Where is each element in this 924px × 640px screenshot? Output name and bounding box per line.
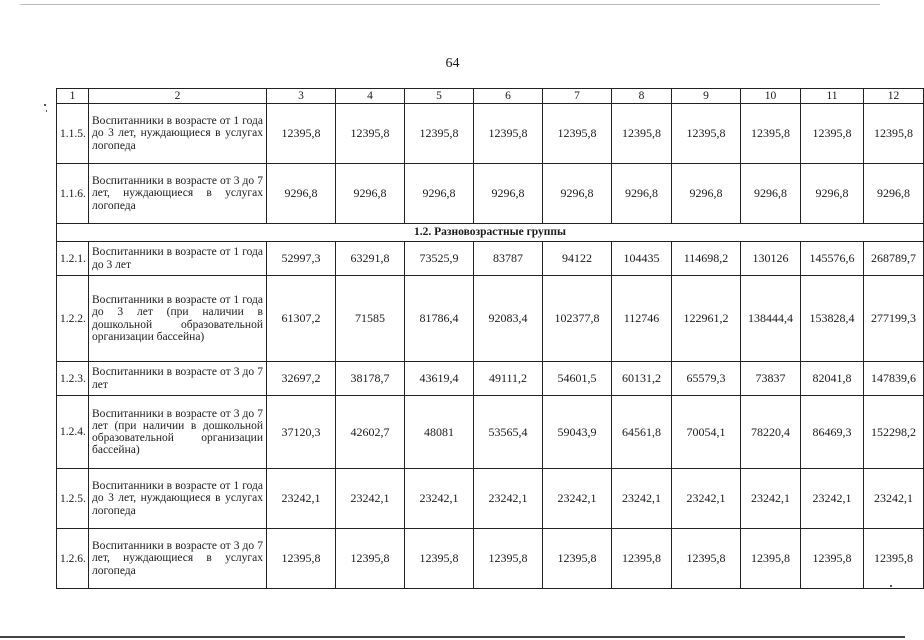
column-number: 4 bbox=[336, 89, 405, 104]
cell-value: 23242,1 bbox=[543, 469, 612, 529]
row-description: Воспитанники в возрасте от 3 до 7 лет (при наличии в дошкольной образовательной организации бассейна) bbox=[89, 396, 267, 469]
cell-value: 23242,1 bbox=[405, 469, 474, 529]
column-number: 7 bbox=[543, 89, 612, 104]
column-number: 5 bbox=[405, 89, 474, 104]
tariff-table bbox=[56, 88, 924, 589]
cell-value: 145576,6 bbox=[801, 242, 864, 276]
cell-value: 60131,2 bbox=[612, 362, 672, 396]
cell-value: 65579,3 bbox=[672, 362, 741, 396]
cell-value: 12395,8 bbox=[864, 529, 924, 589]
cell-value: 9296,8 bbox=[864, 164, 924, 224]
cell-value: 83787 bbox=[474, 242, 543, 276]
column-number: 9 bbox=[672, 89, 741, 104]
cell-value: 153828,4 bbox=[801, 276, 864, 362]
cell-value: 70054,1 bbox=[672, 396, 741, 469]
cell-value: 12395,8 bbox=[672, 529, 741, 589]
cell-value: 32697,2 bbox=[267, 362, 336, 396]
cell-value: 12395,8 bbox=[405, 104, 474, 164]
column-number: 2 bbox=[89, 89, 267, 104]
cell-value: 23242,1 bbox=[801, 469, 864, 529]
cell-value: 12395,8 bbox=[405, 529, 474, 589]
row-description: Воспитанники в возрасте от 3 до 7 лет bbox=[89, 362, 267, 396]
row-number: 1.1.6. bbox=[57, 164, 89, 224]
cell-value: 81786,4 bbox=[405, 276, 474, 362]
cell-value: 43619,4 bbox=[405, 362, 474, 396]
cell-value: 9296,8 bbox=[801, 164, 864, 224]
cell-value: 9296,8 bbox=[612, 164, 672, 224]
row-description: Воспитанники в возрасте от 1 года до 3 лет (при наличии в дошкольной образовательной организации бассейна) bbox=[89, 276, 267, 362]
table-row bbox=[57, 276, 924, 362]
cell-value: 92083,4 bbox=[474, 276, 543, 362]
cell-value: 78220,4 bbox=[741, 396, 801, 469]
row-number: 1.2.1. bbox=[57, 242, 89, 276]
cell-value: 102377,8 bbox=[543, 276, 612, 362]
cell-value: 9296,8 bbox=[405, 164, 474, 224]
section-title: 1.2. Разновозрастные группы bbox=[57, 224, 924, 242]
cell-value: 73837 bbox=[741, 362, 801, 396]
cell-value: 12395,8 bbox=[474, 529, 543, 589]
page-number: 64 bbox=[445, 56, 460, 71]
column-number: 8 bbox=[612, 89, 672, 104]
column-number: 6 bbox=[474, 89, 543, 104]
cell-value: 12395,8 bbox=[741, 529, 801, 589]
table-row bbox=[57, 469, 924, 529]
cell-value: 63291,8 bbox=[336, 242, 405, 276]
cell-value: 152298,2 bbox=[864, 396, 924, 469]
cell-value: 49111,2 bbox=[474, 362, 543, 396]
row-number: 1.2.2. bbox=[57, 276, 89, 362]
cell-value: 12395,8 bbox=[267, 104, 336, 164]
cell-value: 12395,8 bbox=[612, 104, 672, 164]
cell-value: 42602,7 bbox=[336, 396, 405, 469]
cell-value: 82041,8 bbox=[801, 362, 864, 396]
table-row bbox=[57, 164, 924, 224]
cell-value: 23242,1 bbox=[336, 469, 405, 529]
cell-value: 12395,8 bbox=[612, 529, 672, 589]
table-row bbox=[57, 242, 924, 276]
column-number: 10 bbox=[741, 89, 801, 104]
cell-value: 12395,8 bbox=[801, 529, 864, 589]
row-description: Воспитанники в возрасте от 1 года до 3 лет, нуждающиеся в услугах логопеда bbox=[89, 104, 267, 164]
scan-speck bbox=[890, 585, 892, 587]
cell-value: 9296,8 bbox=[672, 164, 741, 224]
cell-value: 9296,8 bbox=[474, 164, 543, 224]
row-description: Воспитанники в возрасте от 1 года до 3 лет bbox=[89, 242, 267, 276]
cell-value: 94122 bbox=[543, 242, 612, 276]
section-row bbox=[57, 224, 924, 242]
cell-value: 53565,4 bbox=[474, 396, 543, 469]
cell-value: 138444,4 bbox=[741, 276, 801, 362]
row-number: 1.2.6. bbox=[57, 529, 89, 589]
cell-value: 59043,9 bbox=[543, 396, 612, 469]
cell-value: 130126 bbox=[741, 242, 801, 276]
row-number: 1.2.5. bbox=[57, 469, 89, 529]
cell-value: 61307,2 bbox=[267, 276, 336, 362]
cell-value: 12395,8 bbox=[741, 104, 801, 164]
cell-value: 52997,3 bbox=[267, 242, 336, 276]
cell-value: 112746 bbox=[612, 276, 672, 362]
column-number: 3 bbox=[267, 89, 336, 104]
cell-value: 12395,8 bbox=[336, 529, 405, 589]
table-row bbox=[57, 104, 924, 164]
cell-value: 12395,8 bbox=[801, 104, 864, 164]
row-number: 1.1.5. bbox=[57, 104, 89, 164]
cell-value: 12395,8 bbox=[336, 104, 405, 164]
cell-value: 12395,8 bbox=[864, 104, 924, 164]
cell-value: 12395,8 bbox=[672, 104, 741, 164]
column-number: 12 bbox=[864, 89, 924, 104]
table-row bbox=[57, 396, 924, 469]
cell-value: 12395,8 bbox=[267, 529, 336, 589]
cell-value: 23242,1 bbox=[612, 469, 672, 529]
cell-value: 37120,3 bbox=[267, 396, 336, 469]
cell-value: 268789,7 bbox=[864, 242, 924, 276]
row-description: Воспитанники в возрасте от 1 года до 3 лет, нуждающиеся в услугах логопеда bbox=[89, 469, 267, 529]
row-description: Воспитанники в возрасте от 3 до 7 лет, нуждающиеся в услугах логопеда bbox=[89, 164, 267, 224]
cell-value: 23242,1 bbox=[672, 469, 741, 529]
cell-value: 122961,2 bbox=[672, 276, 741, 362]
cell-value: 277199,3 bbox=[864, 276, 924, 362]
cell-value: 9296,8 bbox=[267, 164, 336, 224]
scan-speck bbox=[46, 110, 47, 112]
scan-speck bbox=[44, 104, 46, 106]
cell-value: 9296,8 bbox=[741, 164, 801, 224]
table-row bbox=[57, 362, 924, 396]
cell-value: 71585 bbox=[336, 276, 405, 362]
cell-value: 9296,8 bbox=[543, 164, 612, 224]
scan-edge-bottom bbox=[0, 636, 905, 638]
cell-value: 12395,8 bbox=[543, 104, 612, 164]
cell-value: 54601,5 bbox=[543, 362, 612, 396]
cell-value: 23242,1 bbox=[474, 469, 543, 529]
cell-value: 86469,3 bbox=[801, 396, 864, 469]
cell-value: 114698,2 bbox=[672, 242, 741, 276]
cell-value: 73525,9 bbox=[405, 242, 474, 276]
cell-value: 12395,8 bbox=[543, 529, 612, 589]
row-number: 1.2.3. bbox=[57, 362, 89, 396]
table-row bbox=[57, 529, 924, 589]
cell-value: 23242,1 bbox=[267, 469, 336, 529]
row-number: 1.2.4. bbox=[57, 396, 89, 469]
cell-value: 12395,8 bbox=[474, 104, 543, 164]
cell-value: 64561,8 bbox=[612, 396, 672, 469]
column-number-row bbox=[57, 89, 924, 104]
cell-value: 23242,1 bbox=[741, 469, 801, 529]
cell-value: 9296,8 bbox=[336, 164, 405, 224]
row-description: Воспитанники в возрасте от 3 до 7 лет, нуждающиеся в услугах логопеда bbox=[89, 529, 267, 589]
column-number: 11 bbox=[801, 89, 864, 104]
cell-value: 104435 bbox=[612, 242, 672, 276]
cell-value: 23242,1 bbox=[864, 469, 924, 529]
scan-edge-top bbox=[20, 4, 880, 5]
cell-value: 147839,6 bbox=[864, 362, 924, 396]
cell-value: 48081 bbox=[405, 396, 474, 469]
column-number: 1 bbox=[57, 89, 89, 104]
cell-value: 38178,7 bbox=[336, 362, 405, 396]
